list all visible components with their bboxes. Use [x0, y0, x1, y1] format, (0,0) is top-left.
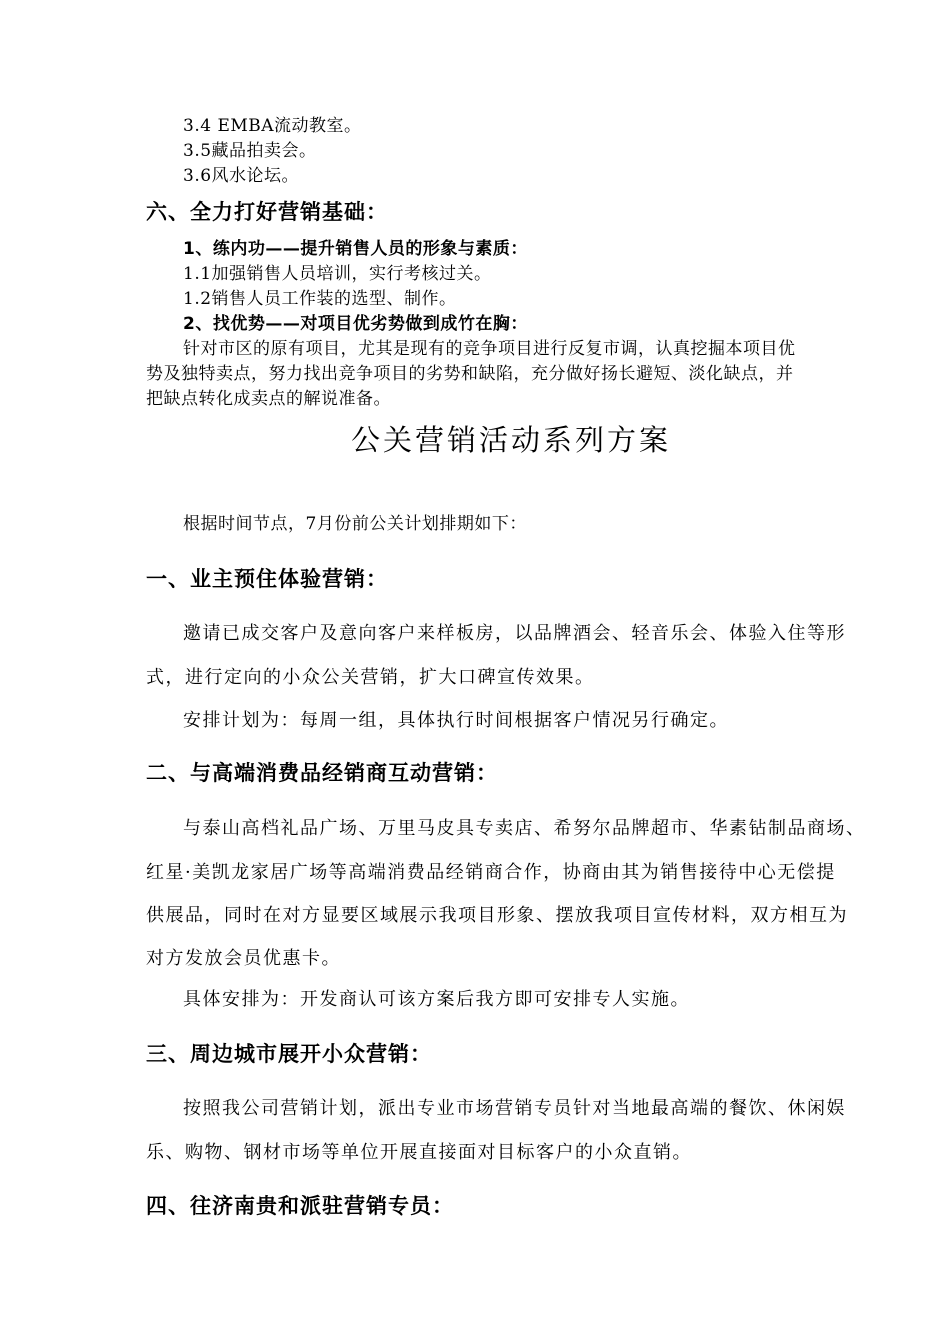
document-title: 公关营销活动系列方案 — [351, 423, 672, 457]
list-item: 1.2销售人员工作装的选型、制作。 — [183, 289, 457, 309]
section-heading: 二、与高端消费品经销商互动营销： — [146, 761, 498, 785]
subsection-heading: 2、找优势——对项目优劣势做到成竹在胸： — [183, 314, 528, 334]
section-heading: 三、周边城市展开小众营销： — [146, 1042, 432, 1066]
list-item: 1.1加强销售人员培训，实行考核过关。 — [183, 264, 492, 284]
section-heading: 四、往济南贵和派驻营销专员： — [146, 1194, 454, 1218]
list-item: 3.4 EMBA流动教室。 — [183, 116, 362, 136]
paragraph-line: 把缺点转化成卖点的解说准备。 — [146, 389, 391, 409]
section-heading: 六、全力打好营销基础： — [146, 200, 388, 224]
paragraph-line: 供展品，同时在对方显要区域展示我项目形象、摆放我项目宣传材料，双方相互为 — [146, 905, 848, 926]
schedule-text: 安排计划为：每周一组，具体执行时间根据客户情况另行确定。 — [183, 710, 729, 731]
paragraph-line: 按照我公司营销计划，派出专业市场营销专员针对当地最高端的餐饮、休闲娱 — [183, 1098, 846, 1119]
paragraph-line: 乐、购物、钢材市场等单位开展直接面对目标客户的小众直销。 — [146, 1142, 692, 1163]
paragraph-line: 针对市区的原有项目，尤其是现有的竞争项目进行反复市调，认真挖掘本项目优 — [183, 339, 796, 359]
subsection-heading: 1、练内功——提升销售人员的形象与素质： — [183, 239, 528, 259]
paragraph-line: 与泰山高档礼品广场、万里马皮具专卖店、希努尔品牌超市、华素钻制品商场、 — [183, 818, 866, 839]
paragraph-line: 对方发放会员优惠卡。 — [146, 948, 341, 969]
schedule-text: 具体安排为：开发商认可该方案后我方即可安排专人实施。 — [183, 989, 690, 1010]
paragraph-line: 式，进行定向的小众公关营销，扩大口碑宣传效果。 — [146, 667, 595, 688]
section-heading: 一、业主预住体验营销： — [146, 567, 388, 591]
paragraph-line: 邀请已成交客户及意向客户来样板房，以品牌酒会、轻音乐会、体验入住等形 — [183, 623, 846, 644]
paragraph-line: 势及独特卖点，努力找出竞争项目的劣势和缺陷，充分做好扬长避短、淡化缺点，并 — [146, 364, 794, 384]
paragraph-line: 红星·美凯龙家居广场等高端消费品经销商合作，协商由其为销售接待中心无偿提 — [146, 862, 836, 883]
list-item: 3.6风水论坛。 — [183, 166, 300, 186]
list-item: 3.5藏品拍卖会。 — [183, 141, 317, 161]
intro-text: 根据时间节点，7月份前公关计划排期如下： — [183, 514, 527, 534]
